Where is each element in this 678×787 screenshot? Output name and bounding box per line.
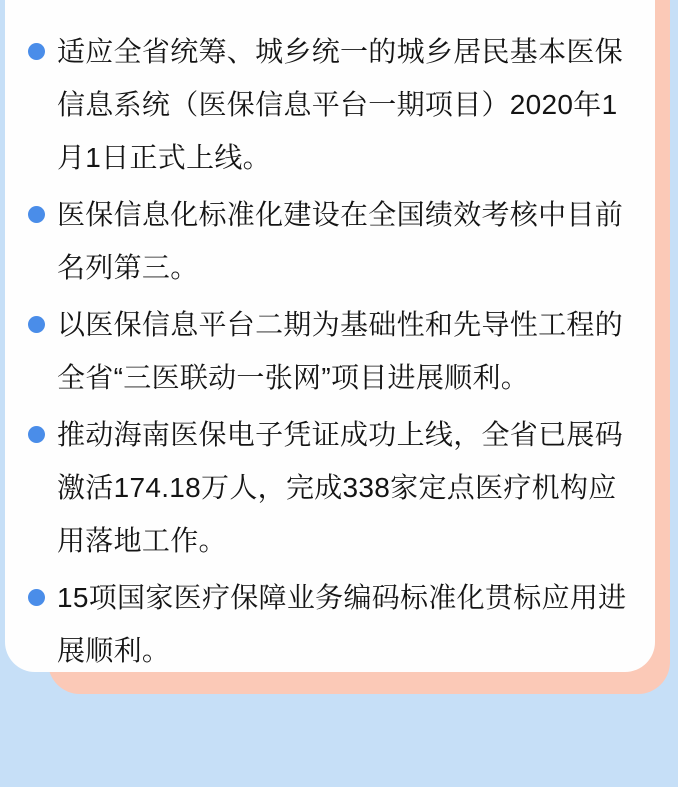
list-item-text: 推动海南医保电子凭证成功上线，全省已展码激活174.18万人，完成338家定点医疗机构应用落地工作。 <box>57 419 624 556</box>
list-item <box>28 298 627 404</box>
bullet-dot-icon <box>28 589 45 606</box>
bullet-dot-icon <box>28 206 45 223</box>
list-item-text: 以医保信息平台二期为基础性和先导性工程的全省“三医联动一张网”项目进展顺利。 <box>57 309 624 393</box>
list-item-text: 适应全省统筹、城乡统一的城乡居民基本医保信息系统（医保信息平台一期项目）2020年1月1日正式上线。 <box>57 36 624 173</box>
list-item <box>28 25 627 184</box>
list-item <box>28 408 627 567</box>
list-item-text: 医保信息化标准化建设在全国绩效考核中目前名列第三。 <box>57 199 624 283</box>
bullet-dot-icon <box>28 316 45 333</box>
content-card <box>5 0 655 672</box>
list-item <box>28 188 627 294</box>
list-item <box>28 571 627 677</box>
bullet-dot-icon <box>28 426 45 443</box>
bullet-list <box>5 0 655 677</box>
list-item-text: 15项国家医疗保障业务编码标准化贯标应用进展顺利。 <box>57 582 627 666</box>
bullet-dot-icon <box>28 43 45 60</box>
